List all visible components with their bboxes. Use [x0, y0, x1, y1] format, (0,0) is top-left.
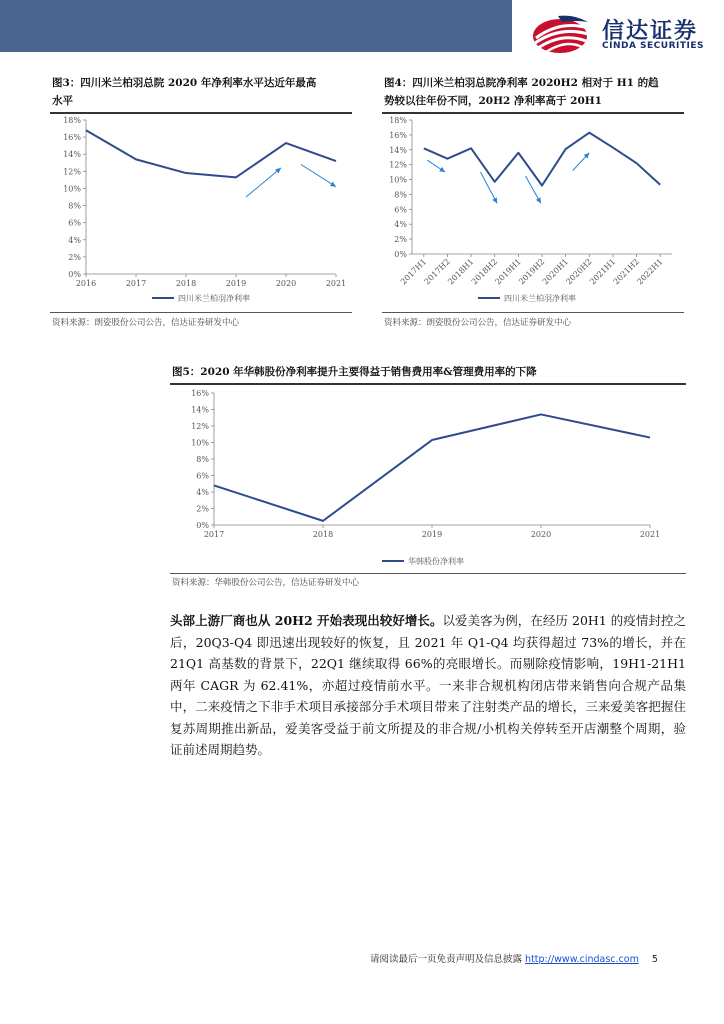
fig3-source: 资料来源：朗姿股份公司公告，信达证券研发中心: [52, 318, 240, 328]
legend-label: 四川米兰柏羽净利率: [178, 294, 250, 303]
y-tick-label: 4%: [196, 488, 209, 497]
page-footer: [370, 951, 658, 965]
y-tick-label: 10%: [389, 175, 407, 185]
x-tick-label: 2020H2: [564, 257, 594, 287]
x-tick-label: 2017H2: [422, 257, 452, 287]
y-tick-label: 16%: [191, 389, 209, 398]
y-tick-label: 18%: [63, 116, 81, 125]
y-tick-label: 12%: [63, 167, 81, 177]
y-tick-label: 10%: [191, 438, 209, 448]
fig4-source: 资料来源：朗姿股份公司公告，信达证券研发中心: [384, 318, 572, 328]
y-tick-label: 8%: [394, 190, 407, 200]
x-tick-label: 2019H2: [517, 257, 547, 287]
x-tick-label: 2017: [203, 530, 225, 539]
x-tick-label: 2018H2: [469, 257, 500, 287]
legend-label: 华韩股份净利率: [408, 557, 464, 566]
fig4-bottom-rule: [382, 312, 684, 313]
page-number: 5: [651, 954, 658, 965]
fig4-title: 图4：四川米兰柏羽总院净利率 2020H2 相对于 H1 的趋 势较以往年份不同，20H2 净利率高于 20H1: [384, 77, 659, 107]
cinda-globe-icon: [530, 12, 596, 56]
paragraph-lead: 头部上游厂商也从 20H2 开始表现出较好增长。: [170, 613, 443, 628]
series-line: [424, 133, 660, 186]
y-tick-label: 0%: [196, 521, 209, 530]
x-tick-label: 2018: [312, 530, 334, 539]
fig3-title: 图3：四川米兰柏羽总院 2020 年净利率水平达近年最高 水平: [52, 77, 317, 107]
y-tick-label: 14%: [389, 145, 407, 155]
y-tick-label: 6%: [394, 205, 407, 215]
y-tick-label: 0%: [68, 270, 81, 279]
x-tick-label: 2022H1: [635, 257, 665, 287]
x-tick-label: 2019: [225, 279, 247, 288]
y-tick-label: 14%: [63, 150, 81, 160]
y-tick-label: 0%: [394, 250, 407, 259]
logo-english: CINDA SECURITIES: [602, 41, 704, 51]
x-tick-label: 2020: [530, 530, 552, 539]
x-tick-label: 2021: [639, 530, 661, 539]
y-tick-label: 8%: [68, 201, 81, 211]
paragraph-body: 以爱美客为例，在经历 20H1 的疫情封控之后，20Q3-Q4 即迅速出现较好的恢复，且 2021 年 Q1-Q4 均获得超过 73%的增长，并在 21Q1 高基数的背景下，22Q1 继续取得 66%的亮眼增长。而剔除疫情影响，19H1-21H1 两年 CAGR 为 62.41%，亦超过疫情前水平。一来非合规机构闭店带来销售向合规产品集中，二来疫情之下非手术项目承接部分手术项目带来了注射类产品的增长，三来爱美客把握住复苏周期推出新品，爱美客受益于前文所提及的非合规/小机构关停转至开店潮整个周期，验证前述周期趋势。: [170, 613, 686, 757]
fig3-bottom-rule: [50, 312, 352, 313]
x-tick-label: 2021H2: [611, 257, 641, 287]
y-tick-label: 12%: [389, 160, 407, 170]
trend-arrow: [301, 164, 336, 186]
y-tick-label: 16%: [389, 130, 407, 140]
x-tick-label: 2020: [275, 279, 297, 288]
x-tick-label: 2017H1: [398, 257, 429, 287]
series-line: [214, 414, 650, 520]
logo-chinese: 信达证券: [602, 19, 699, 44]
y-tick-label: 4%: [68, 235, 81, 245]
y-tick-label: 6%: [68, 218, 81, 228]
y-tick-label: 16%: [63, 133, 81, 143]
y-tick-label: 2%: [394, 235, 407, 245]
y-tick-label: 2%: [196, 504, 209, 514]
cinda-logo: [530, 12, 710, 56]
y-tick-label: 6%: [196, 471, 209, 481]
fig5-bottom-rule: [170, 573, 686, 574]
y-tick-label: 8%: [196, 455, 209, 464]
y-tick-label: 4%: [394, 220, 407, 230]
trend-arrow: [246, 168, 281, 197]
x-tick-label: 2019H1: [493, 257, 523, 287]
y-tick-label: 18%: [389, 116, 407, 125]
header-bar: [0, 0, 512, 52]
fig5-line-chart: [170, 385, 686, 571]
fig4-line-chart: [382, 114, 684, 310]
footer-url-link[interactable]: http://www.cindasc.com: [525, 954, 639, 965]
x-tick-label: 2021: [325, 279, 347, 288]
footer-disclaimer: 请阅读最后一页免责声明及信息披露: [370, 954, 523, 965]
x-tick-label: 2018H1: [446, 257, 476, 287]
fig5-title: 图5：2020 年华韩股份净利率提升主要得益于销售费用率&管理费用率的下降: [172, 366, 537, 378]
x-tick-label: 2020H1: [540, 257, 571, 287]
series-line: [86, 130, 336, 177]
y-tick-label: 2%: [68, 252, 81, 262]
x-tick-label: 2018: [175, 279, 197, 288]
y-tick-label: 10%: [63, 184, 81, 194]
x-tick-label: 2016: [75, 279, 97, 288]
body-paragraph: [170, 610, 686, 761]
x-tick-label: 2019: [421, 530, 443, 539]
legend-label: 四川米兰柏羽净利率: [504, 294, 576, 303]
fig5-source: 资料来源：华韩股份公司公告，信达证券研发中心: [172, 578, 360, 588]
trend-arrow-head: [330, 182, 336, 187]
trend-arrow-head: [439, 167, 445, 172]
y-tick-label: 14%: [191, 405, 209, 415]
fig3-line-chart: [50, 114, 352, 310]
y-tick-label: 12%: [191, 422, 209, 431]
x-tick-label: 2017: [125, 279, 147, 288]
x-tick-label: 2021H1: [588, 257, 618, 287]
